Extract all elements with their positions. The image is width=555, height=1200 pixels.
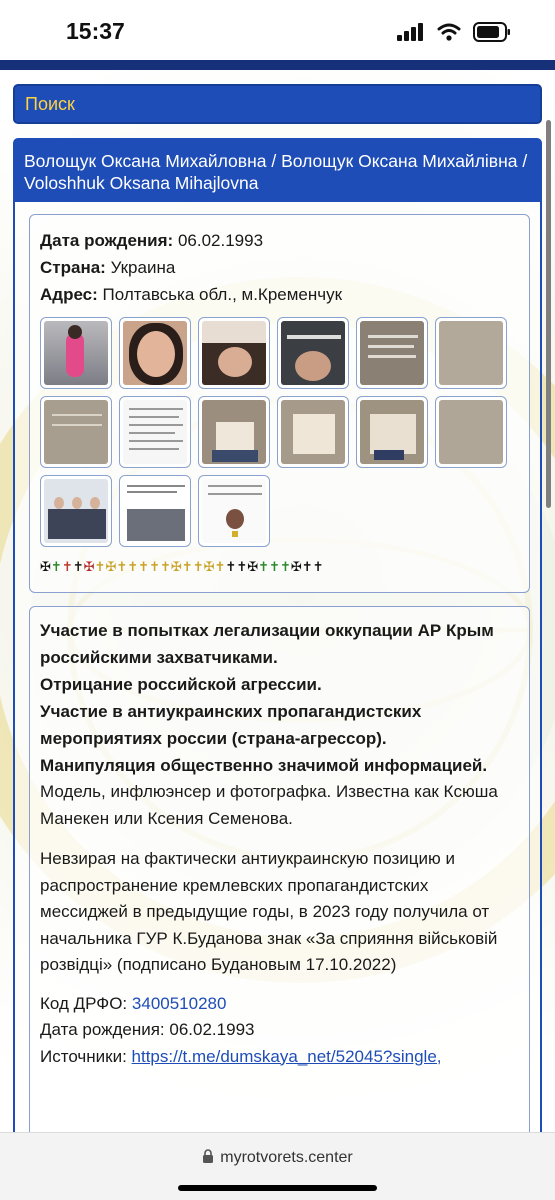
sources-line — [40, 1044, 519, 1071]
search-button[interactable]: Поиск — [13, 84, 542, 124]
sources-label: Источники: — [40, 1046, 127, 1066]
accusation-1: Участие в попытках легализации оккупации АР Крым российскими захватчиками. — [40, 621, 494, 667]
cross-glyph: ✝ — [279, 559, 291, 574]
country-line — [40, 254, 519, 281]
photo-thumbnail[interactable] — [356, 396, 428, 468]
photo-thumbnail[interactable] — [277, 396, 349, 468]
person-info-box — [29, 214, 530, 593]
address-value: Полтавська обл., м.Кременчук — [102, 285, 343, 304]
cross-glyph: ✝ — [236, 559, 248, 574]
birth-date-label: Дата рождения: — [40, 231, 174, 250]
cross-glyph: ✝ — [50, 559, 62, 574]
cross-glyph: ✝ — [301, 559, 313, 574]
photo-thumbnail[interactable] — [119, 317, 191, 389]
cross-glyph: ✠ — [105, 559, 117, 574]
cross-glyph: ✝ — [258, 559, 270, 574]
photo-thumbnail[interactable] — [435, 317, 507, 389]
cross-glyph: ✝ — [138, 559, 150, 574]
photo-thumbnail[interactable] — [277, 317, 349, 389]
cross-glyph: ✝ — [214, 559, 226, 574]
drfo-link[interactable]: 3400510280 — [131, 993, 227, 1013]
accusation-4: Манипуляция общественно значимой информацией. — [40, 756, 488, 775]
birth-date-value: 06.02.1993 — [177, 231, 264, 250]
address-label: Адрес: — [40, 285, 98, 304]
cross-glyph: ✝ — [116, 559, 128, 574]
cross-glyph: ✠ — [83, 559, 95, 574]
status-bar — [0, 0, 555, 62]
memorial-crosses — [40, 559, 324, 575]
photo-thumbnail[interactable] — [40, 475, 112, 547]
address-line — [40, 281, 519, 308]
lock-icon — [202, 1149, 214, 1164]
photo-thumbnail[interactable] — [40, 396, 112, 468]
url-text: myrotvorets.center — [220, 1149, 353, 1166]
wifi-icon — [437, 23, 461, 41]
cross-glyph: ✠ — [40, 559, 51, 574]
birth-date-label-2: Дата рождения: — [40, 1020, 165, 1039]
cross-glyph: ✝ — [181, 559, 193, 574]
browser-address-bar[interactable] — [0, 1132, 555, 1200]
photo-thumbnail[interactable] — [198, 475, 270, 547]
photo-thumbnail[interactable] — [119, 475, 191, 547]
source-link[interactable]: https://t.me/dumskaya_net/52045?single, — [131, 1046, 442, 1066]
cross-glyph: ✝ — [127, 559, 139, 574]
cross-glyph: ✠ — [170, 559, 182, 574]
person-card — [13, 138, 542, 1132]
home-indicator[interactable] — [178, 1185, 377, 1191]
birth-date-line — [40, 227, 519, 254]
country-value: Украина — [110, 258, 176, 277]
photo-thumbnail[interactable] — [435, 396, 507, 468]
cross-glyph: ✠ — [247, 559, 259, 574]
cross-glyph: ✝ — [192, 559, 204, 574]
accusation-2: Отрицание российской агрессии. — [40, 675, 322, 694]
page-content[interactable] — [0, 70, 555, 1132]
photo-thumbnail[interactable] — [40, 317, 112, 389]
photo-thumbnail[interactable] — [119, 396, 191, 468]
cross-glyph: ✝ — [94, 559, 106, 574]
drfo-label: Код ДРФО: — [40, 993, 128, 1013]
birth-date-line-2 — [40, 1017, 519, 1044]
cross-glyph: ✝ — [269, 559, 280, 574]
site-top-stripe — [0, 60, 555, 70]
award-paragraph: Невзирая на фактически антиукраинскую позицию и распространение кремлевских пропагандистских мессиджей в предыдущие годы, в 2023 году получила от начальника ГУР К.Буданова знак «За сприяння військовій розвідці» (подписано Будановым 17.10.2022) — [40, 849, 498, 974]
scrollbar[interactable] — [546, 120, 551, 508]
accusation-3: Участие в антиукраинских пропагандистских мероприятиях россии (страна-агрессор). — [40, 702, 422, 748]
cross-glyph: ✝ — [225, 559, 237, 574]
signal-icon — [397, 23, 425, 41]
battery-icon — [473, 22, 511, 42]
cross-glyph: ✝ — [72, 559, 84, 574]
birth-date-value-2: 06.02.1993 — [169, 1020, 255, 1039]
person-name-header: Волощук Оксана Михайловна / Волощук Оксана Михайлівна / Voloshhuk Oksana Mihajlovna — [15, 140, 540, 202]
country-label: Страна: — [40, 258, 106, 277]
url-display[interactable] — [0, 1149, 555, 1167]
cross-glyph: ✝ — [312, 559, 324, 574]
cross-glyph: ✝ — [61, 559, 73, 574]
description-text: Модель, инфлюэнсер и фотографка. Известна как Ксюша Манекен или Ксения Семенова. — [40, 782, 498, 828]
cross-glyph: ✝ — [149, 559, 160, 574]
status-time: 15:37 — [66, 18, 125, 44]
cross-glyph: ✠ — [203, 559, 215, 574]
cross-glyph: ✝ — [159, 559, 171, 574]
cross-glyph: ✠ — [290, 559, 302, 574]
status-icons — [397, 22, 511, 42]
photo-thumbnail[interactable] — [198, 317, 270, 389]
photo-thumbnail[interactable] — [356, 317, 428, 389]
details-box — [29, 606, 530, 1132]
photo-thumbnail[interactable] — [198, 396, 270, 468]
drfo-line — [40, 991, 519, 1018]
